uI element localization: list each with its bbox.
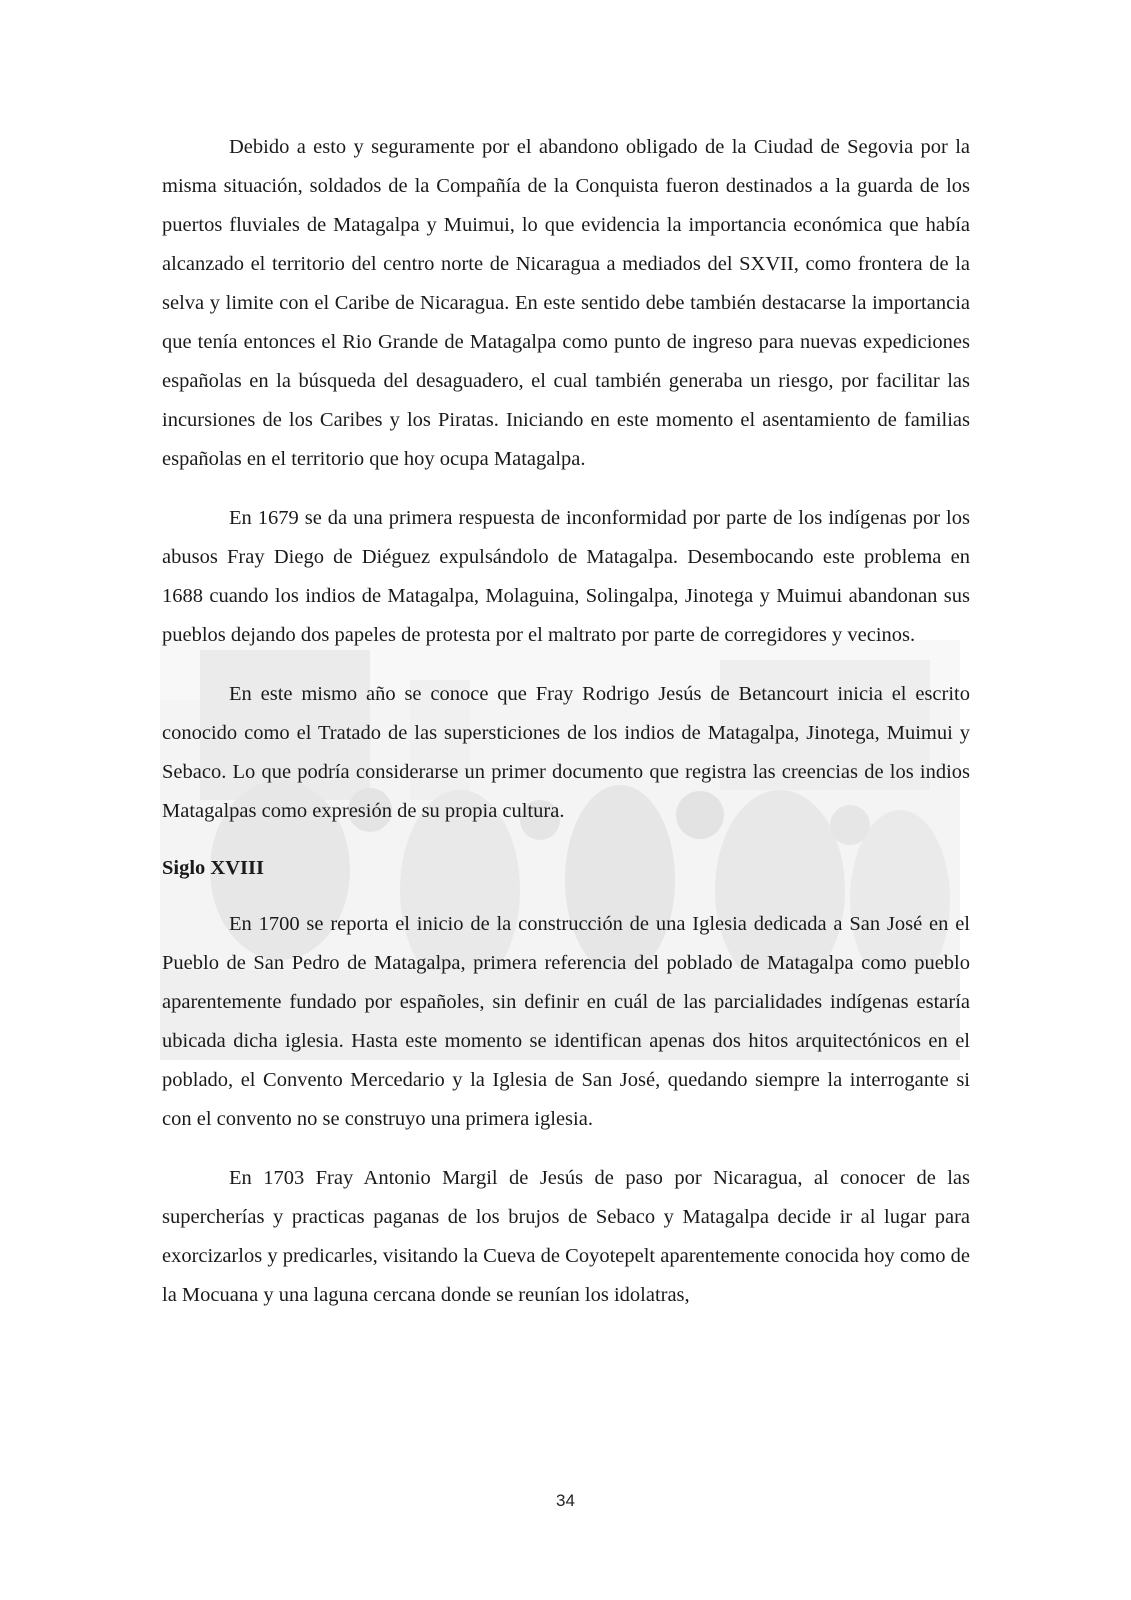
paragraph: En 1679 se da una primera respuesta de inconformidad por parte de los indígenas por los abusos Fray Diego de Diéguez expulsándolo de Matagalpa. Desembocando este problema en 1688 cuando los indios de Matagalpa, Molaguina, Solingalpa, Jinotega y Muimui abandonan sus pueblos dejando dos papeles de protesta por el maltrato por parte de corregidores y vecinos. xyxy=(162,507,970,646)
section-heading: Siglo XVIII xyxy=(162,857,264,879)
paragraph: Debido a esto y seguramente por el abandono obligado de la Ciudad de Segovia por la misma situación, soldados de la Compañía de la Conquista fueron destinados a la guarda de los puertos fluviales de Matagalpa y Muimui, lo que evidencia la importancia económica que había alcanzado el territorio del centro norte de Nicaragua a mediados del SXVII, como frontera de la selva y limite con el Caribe de Nicaragua. En este sentido debe también destacarse la importancia que tenía entonces el Rio Grande de Matagalpa como punto de ingreso para nuevas expediciones españolas en la búsqueda del desaguadero, el cual también generaba un riesgo, por facilitar las incursiones de los Caribes y los Piratas. Iniciando en este momento el asentamiento de familias españolas en el territorio que hoy ocupa Matagalpa. xyxy=(162,136,970,470)
document-body xyxy=(162,128,970,1315)
page-number: 34 xyxy=(556,1491,575,1510)
paragraph: En 1700 se reporta el inicio de la construcción de una Iglesia dedicada a San José en el Pueblo de San Pedro de Matagalpa, primera referencia del poblado de Matagalpa como pueblo aparentemente fundado por españoles, sin definir en cuál de las parcialidades indígenas estaría ubicada dicha iglesia. Hasta este momento se identifican apenas dos hitos arquitectónicos en el poblado, el Convento Mercedario y la Iglesia de San José, quedando siempre la interrogante si con el convento no se construyo una primera iglesia. xyxy=(162,913,970,1130)
paragraph: En 1703 Fray Antonio Margil de Jesús de paso por Nicaragua, al conocer de las supercherías y practicas paganas de los brujos de Sebaco y Matagalpa decide ir al lugar para exorcizarlos y predicarles, visitando la Cueva de Coyotepelt aparentemente conocida hoy como de la Mocuana y una laguna cercana donde se reunían los idolatras, xyxy=(162,1167,970,1306)
paragraph: En este mismo año se conoce que Fray Rodrigo Jesús de Betancourt inicia el escrito conocido como el Tratado de las supersticiones de los indios de Matagalpa, Jinotega, Muimui y Sebaco. Lo que podría considerarse un primer documento que registra las creencias de los indios Matagalpas como expresión de su propia cultura. xyxy=(162,683,970,822)
